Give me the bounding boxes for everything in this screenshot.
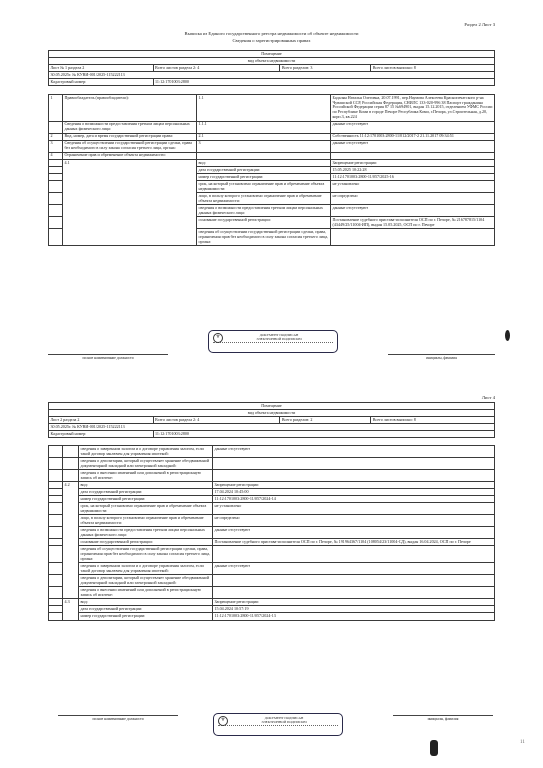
row-label: сведения о депозитарии, который осуществляет хранение обездвиженной документарной закладной или электронной закладной: — [79, 575, 213, 587]
row-value — [213, 587, 495, 599]
table-row — [49, 458, 495, 470]
row-value: 11:12:1701003:2800-11/057/2024-14 — [213, 496, 495, 503]
row-number — [49, 470, 63, 482]
rights-table — [48, 94, 495, 246]
table-row — [49, 575, 495, 587]
table-row — [49, 133, 495, 140]
row-number — [49, 193, 63, 205]
object-type: Помещение — [49, 403, 495, 410]
cadastral-label: Кадастровый номер: — [49, 431, 154, 438]
document-page-1 — [48, 22, 495, 372]
row-value: 11:12:1701003:2800-11/057/2025-16 — [331, 174, 495, 181]
row-value — [213, 546, 495, 563]
row-sub-number: 1.1 — [197, 95, 331, 122]
row-label: Вид, номер, дата и время государственной регистрации права: — [63, 133, 197, 140]
electronic-signature-stamp — [208, 330, 338, 353]
row-number — [49, 121, 63, 133]
table-row — [49, 503, 495, 515]
row-sub-number — [63, 446, 79, 458]
encumbrance-number: 4.1 — [63, 159, 197, 245]
row-number: 1 — [49, 95, 63, 122]
signature-position-caption: полное наименование должности — [48, 354, 168, 360]
row-value: Постановление судебного пристава-исполнителя ОСП по г. Печоре, № 216787815/1104 (43449/25/11004-ИП), выдан 15.05.2025, ОСП по г. Печоре — [331, 217, 495, 229]
table-row — [49, 159, 495, 166]
row-label: номер государственной регистрации: — [79, 496, 213, 503]
table-row — [49, 606, 495, 613]
table-row — [49, 489, 495, 496]
row-value: 15.04.2024 10:57:19 — [213, 606, 495, 613]
row-number — [49, 489, 63, 496]
row-sub-number — [197, 152, 331, 159]
row-number — [49, 575, 63, 587]
row-label: основание государственной регистрации: — [79, 539, 213, 546]
row-sub-number — [63, 470, 79, 482]
object-type-caption: вид объекта недвижимости — [49, 58, 495, 65]
row-label: дата государственной регистрации: — [79, 606, 213, 613]
row-label: срок, на который установлено ограничение прав и обременение объекта недвижимости: — [197, 181, 331, 193]
table-row — [49, 515, 495, 527]
cadastral-value: 11:12:1701003:2800 — [153, 79, 495, 86]
row-label: сведения об осуществлении государственной регистрации сделки, права, ограничения прав без необходимого в силу закона согласия третьего лица, органа: — [79, 546, 213, 563]
row-number — [49, 205, 63, 217]
stamp-title: ДОКУМЕНТ ПОДПИСАН — [264, 716, 304, 720]
table-row — [49, 470, 495, 482]
total-sections: Всего разделов: 2 — [280, 417, 371, 424]
row-label: сведения об осуществлении государственной регистрации сделки, права, ограничения прав без необходимого в силу закона согласия третьего лица, органа: — [197, 229, 331, 246]
row-value: данные отсутствуют — [331, 121, 495, 133]
row-sub-number: 2.1 — [197, 133, 331, 140]
total-sheets-section: Всего листов раздела 2: 4 — [153, 417, 280, 424]
row-label: лицо, в пользу которого установлено ограничение прав и обременение объекта недвижимости: — [79, 515, 213, 527]
document-page-2 — [48, 395, 495, 755]
total-sheets-section: Всего листов раздела 2: 4 — [153, 65, 280, 72]
row-label: Сведения о возможности предоставления третьим лицам персональных данных физического лица: — [63, 121, 197, 133]
row-number — [49, 229, 63, 246]
row-number — [49, 546, 63, 563]
row-label: дата государственной регистрации: — [197, 167, 331, 174]
row-number: 4 — [49, 152, 63, 159]
row-label: дата государственной регистрации: — [79, 489, 213, 496]
row-value: данные отсутствуют — [213, 563, 495, 575]
table-row — [49, 563, 495, 575]
signature-name-caption: инициалы, фамилия — [388, 354, 495, 360]
table-row — [49, 599, 495, 606]
sheet-number: Лист № 1 раздела 2 — [49, 65, 154, 72]
row-value: Запрещение регистрации — [213, 599, 495, 606]
total-sheets: Всего листов выписки: 8 — [371, 65, 495, 72]
binding-hole-mark — [505, 330, 510, 341]
object-header-table — [48, 50, 495, 86]
row-label: сведения о внесении изменений или дополнений в регистрационную запись об ипотеке: — [79, 587, 213, 599]
row-sub-number: 1.1.1 — [197, 121, 331, 133]
row-value — [331, 229, 495, 246]
row-number — [49, 174, 63, 181]
table-row — [49, 613, 495, 620]
table-row — [49, 546, 495, 563]
encumbrance-number: 4.3 — [63, 599, 79, 620]
row-number — [49, 503, 63, 515]
date-number: 30.05.2025г. № КУВИ-001/2025-115222113 — [49, 424, 495, 431]
date-number: 30.05.2025г. № КУВИ-001/2025-115222113 — [49, 72, 495, 79]
total-sheets: Всего листов выписки: 8 — [371, 417, 495, 424]
row-label: сведения о заверенном залогом и о договоре управления залогом, если такой договор заключен для управления ипотекой: — [79, 446, 213, 458]
cadastral-label: Кадастровый номер: — [49, 79, 154, 86]
table-row — [49, 527, 495, 539]
row-value: не установлено — [331, 181, 495, 193]
row-label: лицо, в пользу которого установлено ограничение прав и обременение объекта недвижимости: — [197, 193, 331, 205]
row-value: не установлено — [213, 503, 495, 515]
row-label: Сведения об осуществлении государственной регистрации сделки, права без необходимого в силу закона согласия третьего лица, органа: — [63, 140, 197, 152]
row-number — [49, 496, 63, 503]
table-row — [49, 95, 495, 122]
row-number — [49, 446, 63, 458]
encumbrance-number: 4.2 — [63, 482, 79, 599]
table-row — [49, 482, 495, 489]
document-subtitle: Сведения о зарегистрированных правах — [232, 38, 311, 43]
document-title: Выписка из Единого государственного реестра недвижимости об объекте недвижимости — [184, 31, 359, 36]
row-value: не определено — [331, 193, 495, 205]
row-value: 17.04.2024 10:45:00 — [213, 489, 495, 496]
row-number — [49, 159, 63, 166]
row-label: Ограничение прав и обременение объекта недвижимости: — [63, 152, 197, 159]
object-type-caption: вид объекта недвижимости — [49, 410, 495, 417]
page-edge-mark: 11 — [520, 740, 525, 745]
row-number — [49, 606, 63, 613]
row-value: 11:12:1701003:2800-11/057/2024-13 — [213, 613, 495, 620]
row-number — [49, 599, 63, 606]
row-label: номер государственной регистрации: — [197, 174, 331, 181]
row-label: вид: — [197, 159, 331, 166]
row-value: 15.05.2025 10:22:28 — [331, 167, 495, 174]
row-value: Запрещение регистрации — [331, 159, 495, 166]
row-label: Правообладатель (правообладатели): — [63, 95, 197, 122]
row-label: сведения о возможности предоставления третьим лицам персональных данных физического лица: — [79, 527, 213, 539]
row-value: данные отсутствуют — [213, 446, 495, 458]
row-number — [49, 527, 63, 539]
row-value — [331, 152, 495, 159]
row-label: сведения о возможности предоставления третьим лицам персональных данных физического лица: — [197, 205, 331, 217]
table-row — [49, 496, 495, 503]
row-label: номер государственной регистрации: — [79, 613, 213, 620]
row-label: сведения о заверенном залогом и о договоре управления залогом, если такой договор заключен для управления ипотекой: — [79, 563, 213, 575]
emblem-icon: ⚜ — [213, 333, 223, 343]
object-header-table-2 — [48, 402, 495, 438]
object-type: Помещение — [49, 51, 495, 58]
row-value: Запрещение регистрации — [213, 482, 495, 489]
row-value: данные отсутствуют — [331, 140, 495, 152]
row-label: вид: — [79, 599, 213, 606]
row-number — [49, 563, 63, 575]
row-label: сведения о депозитарии, который осуществляет хранение обездвиженной документарной закладной или электронной закладной: — [79, 458, 213, 470]
row-value: Постановление судебного пристава-исполнителя ОСП по г. Печоре, № 191964367/1104 (108054/23/11004-СД), выдан 16.04.2024, ОСП по г. Печоре — [213, 539, 495, 546]
row-value: Собственность 11:12:1701003:2800-11/012/2017-2 21.11.2017 09:34:51 — [331, 133, 495, 140]
encumbrance-table-2 — [48, 445, 495, 621]
row-value: данные отсутствуют — [331, 205, 495, 217]
page-header-right: Лист 4 — [481, 395, 495, 400]
row-number — [49, 217, 63, 229]
row-number — [49, 539, 63, 546]
row-number — [49, 515, 63, 527]
row-number — [49, 181, 63, 193]
row-number — [49, 482, 63, 489]
row-number — [49, 458, 63, 470]
signature-position-caption: полное наименование должности — [58, 715, 178, 721]
cadastral-value: 11:12:1701003:2800 — [153, 431, 495, 438]
row-label: основание государственной регистрации: — [197, 217, 331, 229]
row-number — [49, 167, 63, 174]
table-row — [49, 121, 495, 133]
row-sub-number: 3 — [197, 140, 331, 152]
table-row — [49, 446, 495, 458]
table-row — [49, 152, 495, 159]
stamp-subtitle: ЭЛЕКТРОННОЙ ПОДПИСЬЮ — [256, 337, 302, 342]
row-value: не определено — [213, 515, 495, 527]
row-number — [49, 613, 63, 620]
row-number — [49, 587, 63, 599]
row-value: Бадалян Наталья Олеговна, 20.07.1991, пер.Наумова Алексеева Краснопечатского р-на Чувашской ССР, Российская Федерация, СНИЛС 133-020-996 38 Паспорт гражданина Российской Федерации серия 87 15 №694901, выдан 15.12.2015, отделением УФМС России по Республике Коми в городе Печоре Республика Коми, г.Печора, ул.Строительная, д.20, корп.3, кв.224 — [331, 95, 495, 122]
row-number: 3 — [49, 140, 63, 152]
stamp-subtitle: ЭЛЕКТРОННОЙ ПОДПИСЬЮ — [261, 720, 307, 725]
table-row — [49, 140, 495, 152]
row-value — [213, 575, 495, 587]
total-sections: Всего разделов: 3 — [280, 65, 371, 72]
signature-name-caption: инициалы, фамилия — [393, 715, 493, 721]
sheet-number: Лист 2 раздела 2 — [49, 417, 154, 424]
row-label: сведения о внесении изменений или дополнений в регистрационную запись об ипотеке: — [79, 470, 213, 482]
row-value: данные отсутствуют — [213, 527, 495, 539]
row-value — [213, 470, 495, 482]
binding-hole-mark — [430, 740, 438, 756]
electronic-signature-stamp — [213, 713, 343, 736]
row-label: срок, на который установлено ограничение прав и обременение объекта недвижимости: — [79, 503, 213, 515]
row-sub-number — [63, 458, 79, 470]
table-row — [49, 587, 495, 599]
row-label: вид: — [79, 482, 213, 489]
row-value — [213, 458, 495, 470]
table-row — [49, 539, 495, 546]
row-number: 2 — [49, 133, 63, 140]
stamp-title: ДОКУМЕНТ ПОДПИСАН — [259, 333, 299, 337]
page-header-right: Раздел 2 Лист 3 — [464, 22, 495, 27]
emblem-icon: ⚜ — [218, 716, 228, 726]
